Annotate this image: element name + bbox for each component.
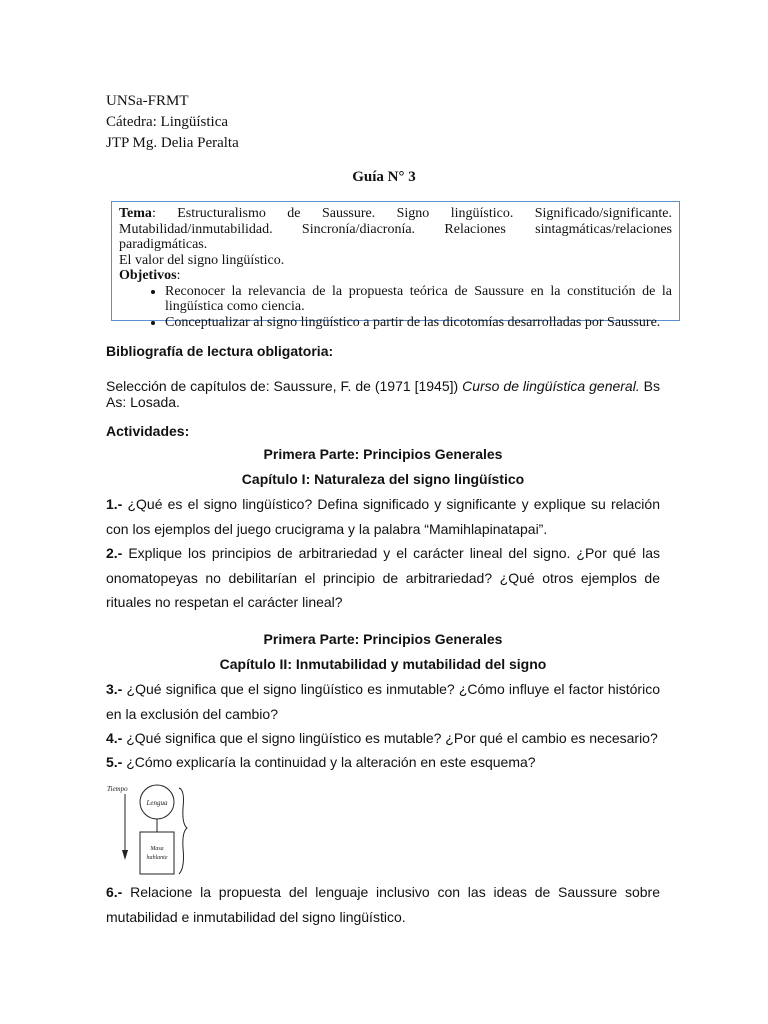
question-number: 6.- bbox=[106, 884, 123, 900]
tema-box bbox=[111, 201, 680, 330]
question-number: 1.- bbox=[106, 496, 123, 512]
section1-chapter-title: Capítulo I: Naturaleza del signo lingüístico bbox=[241, 471, 525, 487]
bibliografia-heading: Bibliografía de lectura obligatoria: bbox=[106, 343, 334, 359]
section1-part-title: Primera Parte: Principios Generales bbox=[263, 446, 503, 462]
guide-title: Guía N° 3 bbox=[352, 169, 416, 185]
book-title: Curso de lingüística general. bbox=[462, 378, 640, 394]
diagram-lengua-label: Lengua bbox=[146, 799, 168, 807]
question-number: 4.- bbox=[106, 730, 123, 746]
document-header bbox=[106, 91, 239, 154]
diagram-tiempo-label: Tiempo bbox=[107, 785, 128, 793]
saussure-time-diagram bbox=[105, 780, 189, 880]
time-axis-arrowhead bbox=[122, 850, 128, 860]
question-5: 5.- ¿Cómo explicaría la continuidad y la alteración en este esquema? bbox=[106, 754, 536, 770]
header-chair: Cátedra: Lingüística bbox=[106, 114, 229, 130]
objetivos-heading: Objetivos: bbox=[119, 268, 181, 283]
objetivo-item: • Conceptualizar al signo lingüístico a partir de las dicotomías desarrolladas por Saussure. bbox=[165, 315, 672, 331]
question-3: 3.- ¿Qué significa que el signo lingüístico es inmutable? ¿Cómo influye el factor histórico en la exclusión del cambio? bbox=[106, 681, 660, 722]
header-institution: UNSa-FRMT bbox=[106, 93, 189, 109]
diagram-hablante-label: hablante bbox=[146, 855, 168, 861]
objetivo-item: • Reconocer la relevancia de la propuesta teórica de Saussure en la constitución de la lingüística como ciencia. bbox=[165, 284, 672, 315]
tema-line-3: El valor del signo lingüístico. bbox=[119, 252, 285, 268]
header-teacher: JTP Mg. Delia Peralta bbox=[106, 135, 239, 151]
tema-label: Tema bbox=[119, 206, 152, 221]
question-number: 5.- bbox=[106, 754, 123, 770]
tema-line-1: Tema: Estructuralismo de Saussure. Signo lingüístico. Significado/significante. bbox=[119, 206, 672, 221]
question-6: 6.- Relacione la propuesta del lenguaje inclusivo con las ideas de Saussure sobre mutabilidad e inmutabilidad del signo lingüístico. bbox=[106, 884, 660, 925]
question-number: 2.- bbox=[106, 545, 123, 561]
section2-part-title: Primera Parte: Principios Generales bbox=[263, 631, 503, 647]
question-2: 2.- Explique los principios de arbitrariedad y el carácter lineal del signo. ¿Por qué las onomatopeyas no debilitarían el principio de arbitrariedad? ¿Qué otros ejemplos de rituales no respetan el carácter lineal? bbox=[106, 545, 660, 610]
masa-hablante-box bbox=[140, 832, 174, 874]
objetivos-label: Objetivos bbox=[119, 268, 177, 283]
objetivos-list bbox=[119, 284, 672, 331]
section2-chapter-title: Capítulo II: Inmutabilidad y mutabilidad del signo bbox=[219, 656, 547, 672]
tema-line-2: Mutabilidad/inmutabilidad. Sincronía/diacronía. Relaciones sintagmáticas/relaciones paradigmáticas. bbox=[119, 221, 672, 252]
question-4: 4.- ¿Qué significa que el signo lingüístico es mutable? ¿Por qué el cambio es necesario? bbox=[106, 730, 658, 746]
bibliografia-reference: Selección de capítulos de: Saussure, F. de (1971 [1945]) Curso de lingüística general. Bs As: Losada. bbox=[106, 378, 660, 410]
diagram-masa-label: Masa bbox=[150, 846, 164, 852]
question-number: 3.- bbox=[106, 681, 123, 697]
question-1: 1.- ¿Qué es el signo lingüístico? Defina significado y significante y explique su relación con los ejemplos del juego crucigrama y la palabra “Mamihlapinatapai”. bbox=[106, 496, 660, 537]
grouping-brace bbox=[179, 788, 187, 874]
actividades-heading: Actividades: bbox=[106, 423, 190, 439]
